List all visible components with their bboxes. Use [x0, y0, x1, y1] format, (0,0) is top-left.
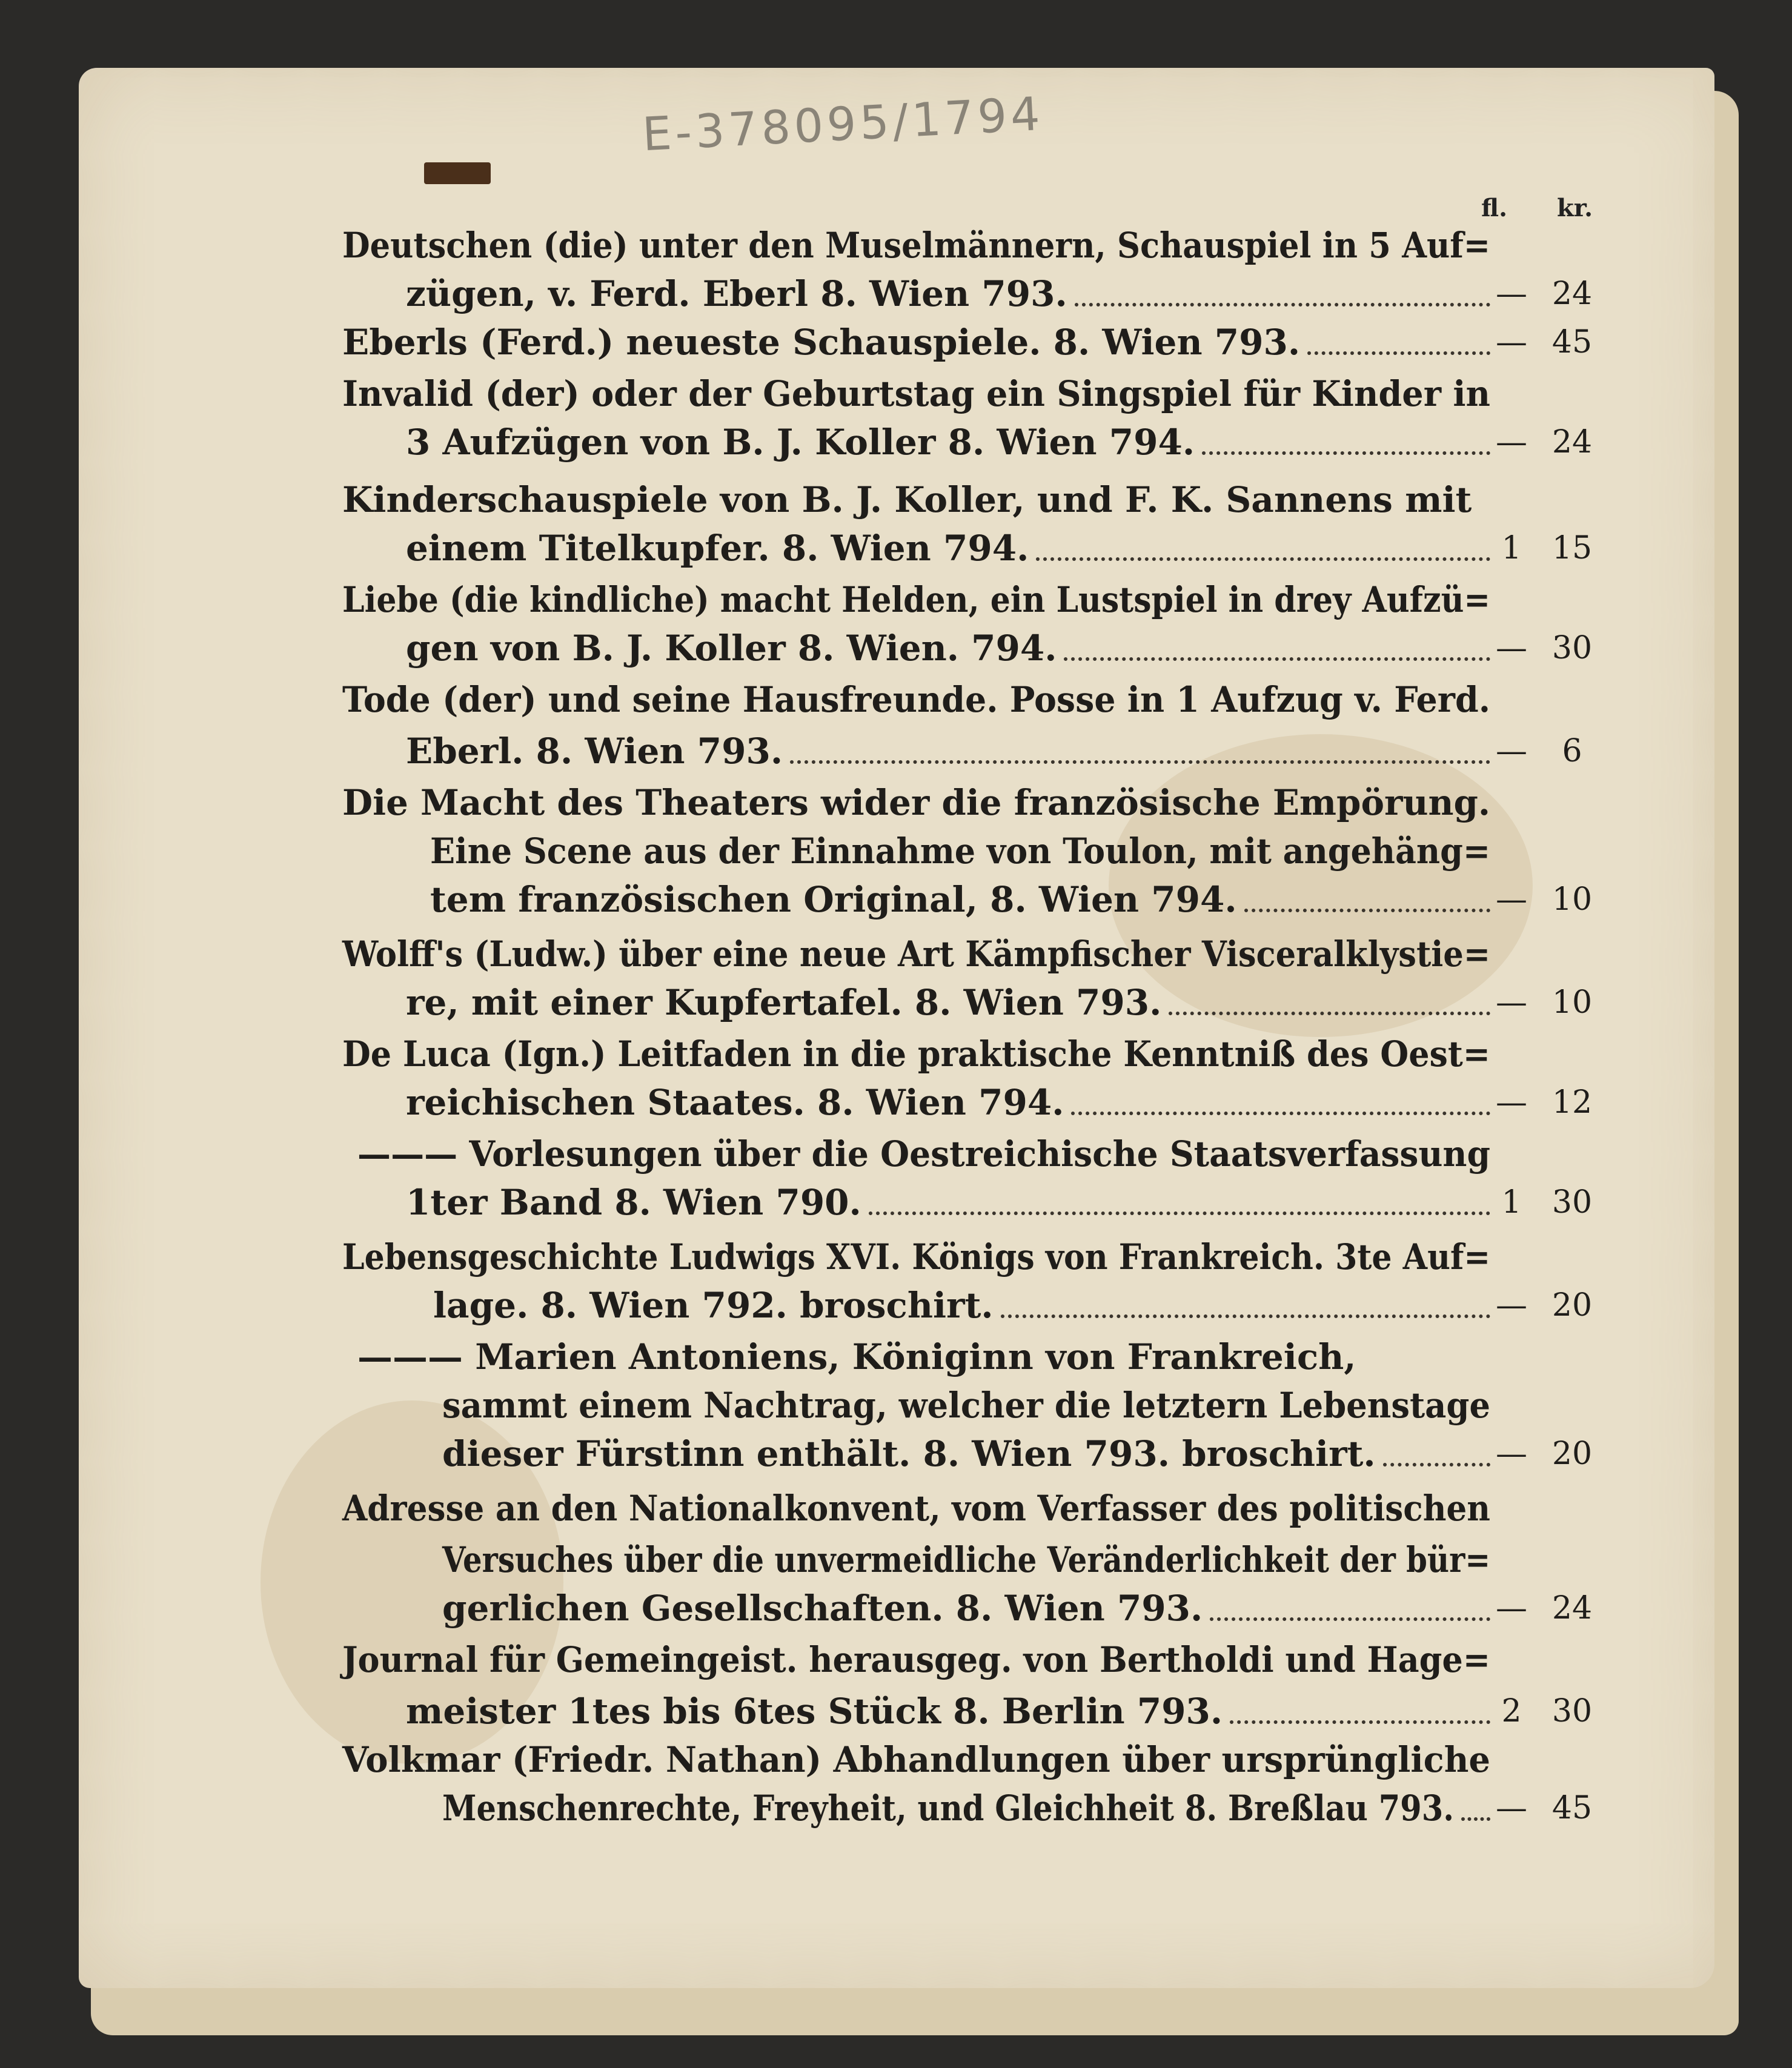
- catalog-line: [0, 1384, 1792, 1427]
- entry-text: ——— Vorlesungen über die Oestreichische Staatsverfassung: [357, 1133, 1490, 1175]
- price-florin: —: [1496, 881, 1527, 918]
- entry-text: tem französischen Original, 8. Wien 794.: [430, 879, 1237, 920]
- entry-text: De Luca (Ign.) Leitfaden in die praktische Kenntniß des Oest=: [342, 1033, 1490, 1075]
- entry-text: lage. 8. Wien 792. broschirt.: [433, 1285, 994, 1326]
- catalog-line: [0, 1433, 1792, 1475]
- entry-text: Menschenrechte, Freyheit, und Gleichheit 8. Breßlau 793.: [442, 1788, 1454, 1829]
- catalog-line: [0, 1539, 1792, 1581]
- price-florin: 2: [1501, 1693, 1522, 1729]
- price-florin: —: [1496, 733, 1527, 769]
- entry-text: Die Macht des Theaters wider die französische Empörung.: [342, 782, 1490, 823]
- price-florin: —: [1496, 1590, 1527, 1626]
- entry-text: Volkmar (Friedr. Nathan) Abhandlungen über ursprüngliche: [342, 1739, 1490, 1780]
- column-header-kr: kr.: [1557, 194, 1593, 222]
- price-kreuzer: 12: [1551, 1084, 1593, 1121]
- dot-leader: [1461, 1775, 1490, 1821]
- entry-text: re, mit einer Kupfertafel. 8. Wien 793.: [406, 982, 1162, 1023]
- entry-text: meister 1tes bis 6tes Stück 8. Berlin 793.: [406, 1691, 1223, 1732]
- price-kreuzer: 10: [1551, 984, 1593, 1021]
- entry-text: 3 Aufzügen von B. J. Koller 8. Wien 794.: [406, 422, 1195, 463]
- price-florin: —: [1496, 276, 1527, 312]
- price-florin: —: [1496, 1287, 1527, 1324]
- catalog-line: [0, 878, 1792, 921]
- price-florin: —: [1496, 984, 1527, 1021]
- catalog-line: [0, 933, 1792, 975]
- catalog-line: [0, 1487, 1792, 1529]
- entry-text: 1ter Band 8. Wien 790.: [406, 1182, 861, 1223]
- binding-tab: [424, 162, 491, 184]
- entry-text: Adresse an den Nationalkonvent, vom Verfasser des politischen: [342, 1488, 1490, 1529]
- shelfmark-annotation: E-378095/1794: [641, 86, 1045, 162]
- dot-leader: [1244, 866, 1490, 912]
- catalog-line: [0, 578, 1792, 621]
- price-florin: —: [1496, 424, 1527, 460]
- column-header-fl: fl.: [1481, 194, 1508, 222]
- price-kreuzer: 24: [1551, 424, 1593, 460]
- price-kreuzer: 10: [1551, 881, 1593, 918]
- price-florin: 1: [1501, 1184, 1522, 1221]
- price-florin: —: [1496, 1084, 1527, 1121]
- catalog-line: [0, 1284, 1792, 1327]
- price-florin: 1: [1501, 530, 1522, 566]
- price-kreuzer: 24: [1551, 276, 1593, 312]
- dot-leader: [1036, 515, 1490, 561]
- catalog-line: [0, 1236, 1792, 1278]
- price-florin: —: [1496, 630, 1527, 666]
- catalog-line: [0, 1081, 1792, 1124]
- dot-leader: [1210, 1575, 1490, 1621]
- price-florin: —: [1496, 324, 1527, 360]
- price-kreuzer: 6: [1562, 733, 1582, 769]
- catalog-line: [0, 627, 1792, 669]
- entry-text: Journal für Gemeingeist. herausgeg. von Bertholdi und Hage=: [342, 1639, 1490, 1680]
- entry-text: Wolff's (Ludw.) über eine neue Art Kämpfischer Visceralklystie=: [342, 933, 1490, 975]
- entry-text: zügen, v. Ferd. Eberl 8. Wien 793.: [406, 273, 1067, 314]
- dot-leader: [1230, 1678, 1490, 1724]
- catalog-line: [0, 527, 1792, 569]
- entry-text: gerlichen Gesellschaften. 8. Wien 793.: [442, 1588, 1203, 1629]
- dot-leader: [1169, 969, 1490, 1015]
- price-kreuzer: 20: [1551, 1287, 1593, 1324]
- catalog-line: [0, 479, 1792, 521]
- entry-text: Eberl. 8. Wien 793.: [406, 731, 783, 772]
- catalog-line: [0, 1181, 1792, 1224]
- dot-leader: [790, 718, 1490, 764]
- catalog-line: [0, 1738, 1792, 1781]
- dot-leader: [1202, 409, 1490, 455]
- price-kreuzer: 30: [1551, 630, 1593, 666]
- catalog-line: [0, 1033, 1792, 1075]
- price-kreuzer: 30: [1551, 1693, 1593, 1729]
- catalog-line: [0, 1787, 1792, 1829]
- entry-text: Tode (der) und seine Hausfreunde. Posse in 1 Aufzug v. Ferd.: [342, 679, 1490, 720]
- catalog-line: [0, 1639, 1792, 1681]
- catalog-line: [0, 981, 1792, 1024]
- price-kreuzer: 45: [1551, 324, 1593, 360]
- entry-text: einem Titelkupfer. 8. Wien 794.: [406, 528, 1029, 569]
- catalog-line: [0, 1587, 1792, 1629]
- price-kreuzer: 20: [1551, 1436, 1593, 1472]
- dot-leader: [1071, 1069, 1490, 1115]
- price-kreuzer: 30: [1551, 1184, 1593, 1221]
- entry-text: ——— Marien Antoniens, Königinn von Frankreich,: [357, 1336, 1356, 1377]
- price-florin: —: [1496, 1436, 1527, 1472]
- dot-leader: [1064, 615, 1490, 661]
- dot-leader: [1307, 309, 1490, 355]
- price-florin: —: [1496, 1790, 1527, 1826]
- entry-text: Lebensgeschichte Ludwigs XVI. Königs von Frankreich. 3te Auf=: [342, 1236, 1490, 1278]
- catalog-line: [0, 1690, 1792, 1732]
- price-kreuzer: 15: [1551, 530, 1593, 566]
- catalog-line: [0, 781, 1792, 824]
- catalog-line: [0, 730, 1792, 772]
- catalog-line: [0, 678, 1792, 721]
- entry-text: Eine Scene aus der Einnahme von Toulon, mit angehäng=: [430, 830, 1490, 872]
- price-kreuzer: 24: [1551, 1590, 1593, 1626]
- entry-text: Invalid (der) oder der Geburtstag ein Singspiel für Kinder in: [342, 373, 1490, 414]
- entry-text: sammt einem Nachtrag, welcher die letztern Lebenstage: [442, 1385, 1490, 1426]
- catalog-line: [0, 321, 1792, 363]
- entry-text: Liebe (die kindliche) macht Helden, ein Lustspiel in drey Aufzü=: [342, 579, 1490, 620]
- dot-leader: [869, 1169, 1490, 1215]
- entry-text: reichischen Staates. 8. Wien 794.: [406, 1082, 1064, 1123]
- catalog-line: [0, 1336, 1792, 1378]
- catalog-line: [0, 421, 1792, 463]
- entry-text: Kinderschauspiele von B. J. Koller, und F. K. Sannens mit: [342, 479, 1472, 520]
- price-kreuzer: 45: [1551, 1790, 1593, 1826]
- catalog-line: [0, 830, 1792, 872]
- entry-text: Deutschen (die) unter den Muselmännern, Schauspiel in 5 Auf=: [342, 225, 1490, 266]
- catalog-line: [0, 373, 1792, 415]
- entry-text: gen von B. J. Koller 8. Wien. 794.: [406, 628, 1057, 669]
- catalog-line: [0, 224, 1792, 267]
- entry-text: Eberls (Ferd.) neueste Schauspiele. 8. Wien 793.: [342, 322, 1301, 363]
- dot-leader: [1383, 1420, 1490, 1466]
- dot-leader: [1001, 1272, 1490, 1318]
- catalog-line: [0, 273, 1792, 315]
- entry-text: Versuches über die unvermeidliche Veränderlichkeit der bür=: [442, 1539, 1490, 1580]
- dot-leader: [1075, 260, 1490, 307]
- entry-text: dieser Fürstinn enthält. 8. Wien 793. broschirt.: [442, 1433, 1376, 1474]
